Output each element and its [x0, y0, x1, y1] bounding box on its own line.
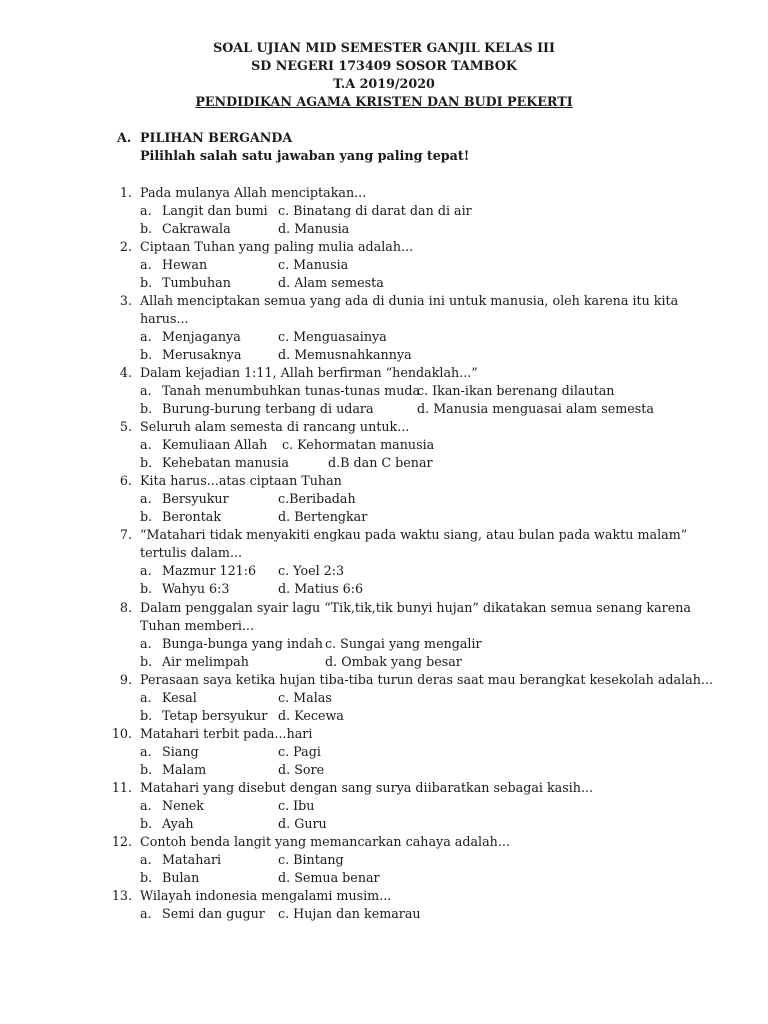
option-answer-alt: d. Manusia menguasai alam semesta	[417, 401, 654, 417]
option-answer: Bunga-bunga yang indah	[162, 635, 323, 651]
option-answer: Nenek	[162, 797, 204, 813]
option-answer: Kemuliaan Allah	[162, 437, 268, 453]
option-answer: Berontak	[162, 509, 222, 525]
question-text: tertulis dalam...	[140, 545, 243, 561]
option-answer: Tanah menumbuhkan tunas-tunas muda	[162, 383, 421, 399]
question-number: 7.	[119, 527, 132, 543]
question-text: Ciptaan Tuhan yang paling mulia adalah...	[140, 239, 414, 255]
option-letter: b.	[140, 347, 153, 363]
option-answer: Mazmur 121:6	[162, 563, 257, 579]
option-letter: a.	[140, 905, 152, 921]
question-text: Kita harus...atas ciptaan Tuhan	[140, 473, 342, 489]
question-text: Matahari yang disebut dengan sang surya diibaratkan sebagai kasih...	[140, 779, 594, 795]
option-answer: Kehebatan manusia	[162, 455, 289, 471]
section-instruction: Pilihlah salah satu jawaban yang paling tepat!	[140, 148, 470, 163]
question-number: 1.	[119, 185, 132, 200]
option-letter: a.	[140, 689, 152, 705]
option-letter: a.	[140, 743, 152, 759]
option-letter: a.	[140, 563, 152, 579]
option-answer: Siang	[162, 743, 199, 759]
option-letter: b.	[140, 707, 153, 723]
option-answer-alt: d.B dan C benar	[328, 455, 433, 471]
question-number: 12.	[111, 833, 132, 849]
question-text: Tuhan memberi...	[140, 617, 254, 633]
option-answer-alt: c. Hujan dan kemarau	[278, 905, 421, 921]
option-answer: Merusaknya	[162, 347, 242, 363]
option-letter: b.	[140, 455, 153, 471]
option-answer-alt: c. Manusia	[278, 257, 349, 273]
option-answer: Semi dan gugur	[162, 905, 265, 921]
option-answer-alt: c. Kehormatan manusia	[282, 437, 435, 453]
option-answer: Cakrawala	[162, 221, 231, 236]
option-answer: Hewan	[162, 257, 208, 273]
question-text: harus...	[140, 311, 189, 327]
option-answer-alt: d. Semua benar	[278, 869, 380, 885]
question-number: 11.	[111, 779, 132, 795]
option-answer: Malam	[162, 761, 207, 777]
school-name: SD NEGERI 173409 SOSOR TAMBOK	[251, 58, 517, 73]
option-answer-alt: d. Bertengkar	[278, 509, 368, 525]
option-answer: Kesal	[162, 689, 197, 705]
option-answer: Ayah	[162, 815, 194, 831]
option-letter: b.	[140, 221, 153, 236]
option-letter: a.	[140, 491, 152, 507]
option-answer: Bulan	[162, 869, 200, 885]
option-letter: b.	[140, 815, 153, 831]
question-number: 13.	[111, 887, 132, 903]
option-letter: a.	[140, 635, 152, 651]
question-text: Perasaan saya ketika hujan tiba-tiba turun deras saat mau berangkat kesekolah adalah...	[140, 671, 714, 687]
option-answer-alt: c. Ibu	[278, 797, 315, 813]
option-letter: a.	[140, 437, 152, 453]
question-number: 10.	[111, 725, 132, 741]
option-letter: a.	[140, 797, 152, 813]
question-text: Allah menciptakan semua yang ada di dunia ini untuk manusia, oleh karena itu kita	[140, 293, 679, 309]
option-answer: Tetap bersyukur	[162, 707, 268, 723]
option-answer-alt: c. Bintang	[278, 851, 344, 867]
option-answer: Menjaganya	[162, 329, 241, 345]
option-answer-alt: d. Sore	[278, 761, 325, 777]
option-answer-alt: d. Manusia	[278, 221, 350, 236]
question-number: 4.	[119, 365, 132, 381]
option-letter: a.	[140, 383, 152, 399]
option-letter: a.	[140, 851, 152, 867]
section-title: PILIHAN BERGANDA	[140, 130, 293, 145]
option-letter: b.	[140, 869, 153, 885]
option-letter: b.	[140, 761, 153, 777]
question-number: 8.	[119, 599, 132, 615]
question-text: Dalam penggalan syair lagu “Tik,tik,tik bunyi hujan” dikatakan semua senang karena	[140, 599, 691, 615]
option-answer-alt: c. Pagi	[278, 743, 321, 759]
question-number: 9.	[119, 671, 132, 687]
question-number: 5.	[119, 419, 132, 435]
question-number: 6.	[119, 473, 132, 489]
exam-title: SOAL UJIAN MID SEMESTER GANJIL KELAS III	[213, 40, 555, 55]
option-answer: Matahari	[162, 851, 222, 867]
question-text: “Matahari tidak menyakiti engkau pada waktu siang, atau bulan pada waktu malam”	[140, 527, 688, 543]
option-letter: a.	[140, 203, 152, 218]
option-answer-alt: d. Matius 6:6	[278, 581, 364, 597]
option-answer-alt: c. Binatang di darat dan di air	[278, 203, 472, 218]
option-answer: Wahyu 6:3	[162, 581, 230, 597]
option-answer: Air melimpah	[162, 653, 249, 669]
section-marker: A.	[117, 130, 132, 145]
option-letter: b.	[140, 653, 153, 669]
option-answer-alt: d. Ombak yang besar	[325, 653, 462, 669]
option-letter: b.	[140, 509, 153, 525]
question-text: Contoh benda langit yang memancarkan cahaya adalah...	[140, 833, 510, 849]
subject-title: PENDIDIKAN AGAMA KRISTEN DAN BUDI PEKERTI	[195, 94, 573, 109]
option-answer-alt: d. Memusnahkannya	[278, 347, 412, 363]
academic-year: T.A 2019/2020	[333, 76, 435, 91]
option-answer-alt: c. Sungai yang mengalir	[325, 635, 482, 651]
option-answer: Tumbuhan	[162, 275, 231, 291]
option-answer-alt: c. Malas	[278, 689, 332, 705]
option-answer-alt: c. Yoel 2:3	[278, 563, 345, 579]
option-answer-alt: d. Guru	[278, 815, 327, 831]
question-text: Wilayah indonesia mengalami musim...	[140, 887, 392, 903]
option-answer-alt: d. Kecewa	[278, 707, 344, 723]
question-text: Matahari terbit pada...hari	[140, 725, 313, 741]
option-letter: b.	[140, 401, 153, 417]
option-answer-alt: c. Ikan-ikan berenang dilautan	[417, 383, 615, 399]
question-number: 3.	[119, 293, 132, 309]
question-text: Pada mulanya Allah menciptakan...	[140, 185, 367, 200]
option-letter: a.	[140, 257, 152, 273]
question-number: 2.	[119, 239, 132, 255]
option-answer-alt: c.Beribadah	[278, 491, 356, 507]
option-answer: Burung-burung terbang di udara	[162, 401, 374, 417]
question-text: Seluruh alam semesta di rancang untuk...	[140, 419, 410, 435]
option-letter: a.	[140, 329, 152, 345]
option-answer: Bersyukur	[162, 491, 229, 507]
option-answer-alt: d. Alam semesta	[278, 275, 384, 291]
question-text: Dalam kejadian 1:11, Allah berfirman “hendaklah...”	[140, 365, 478, 381]
option-letter: b.	[140, 275, 153, 291]
option-answer: Langit dan bumi	[162, 203, 268, 218]
option-answer-alt: c. Menguasainya	[278, 329, 387, 345]
option-letter: b.	[140, 581, 153, 597]
